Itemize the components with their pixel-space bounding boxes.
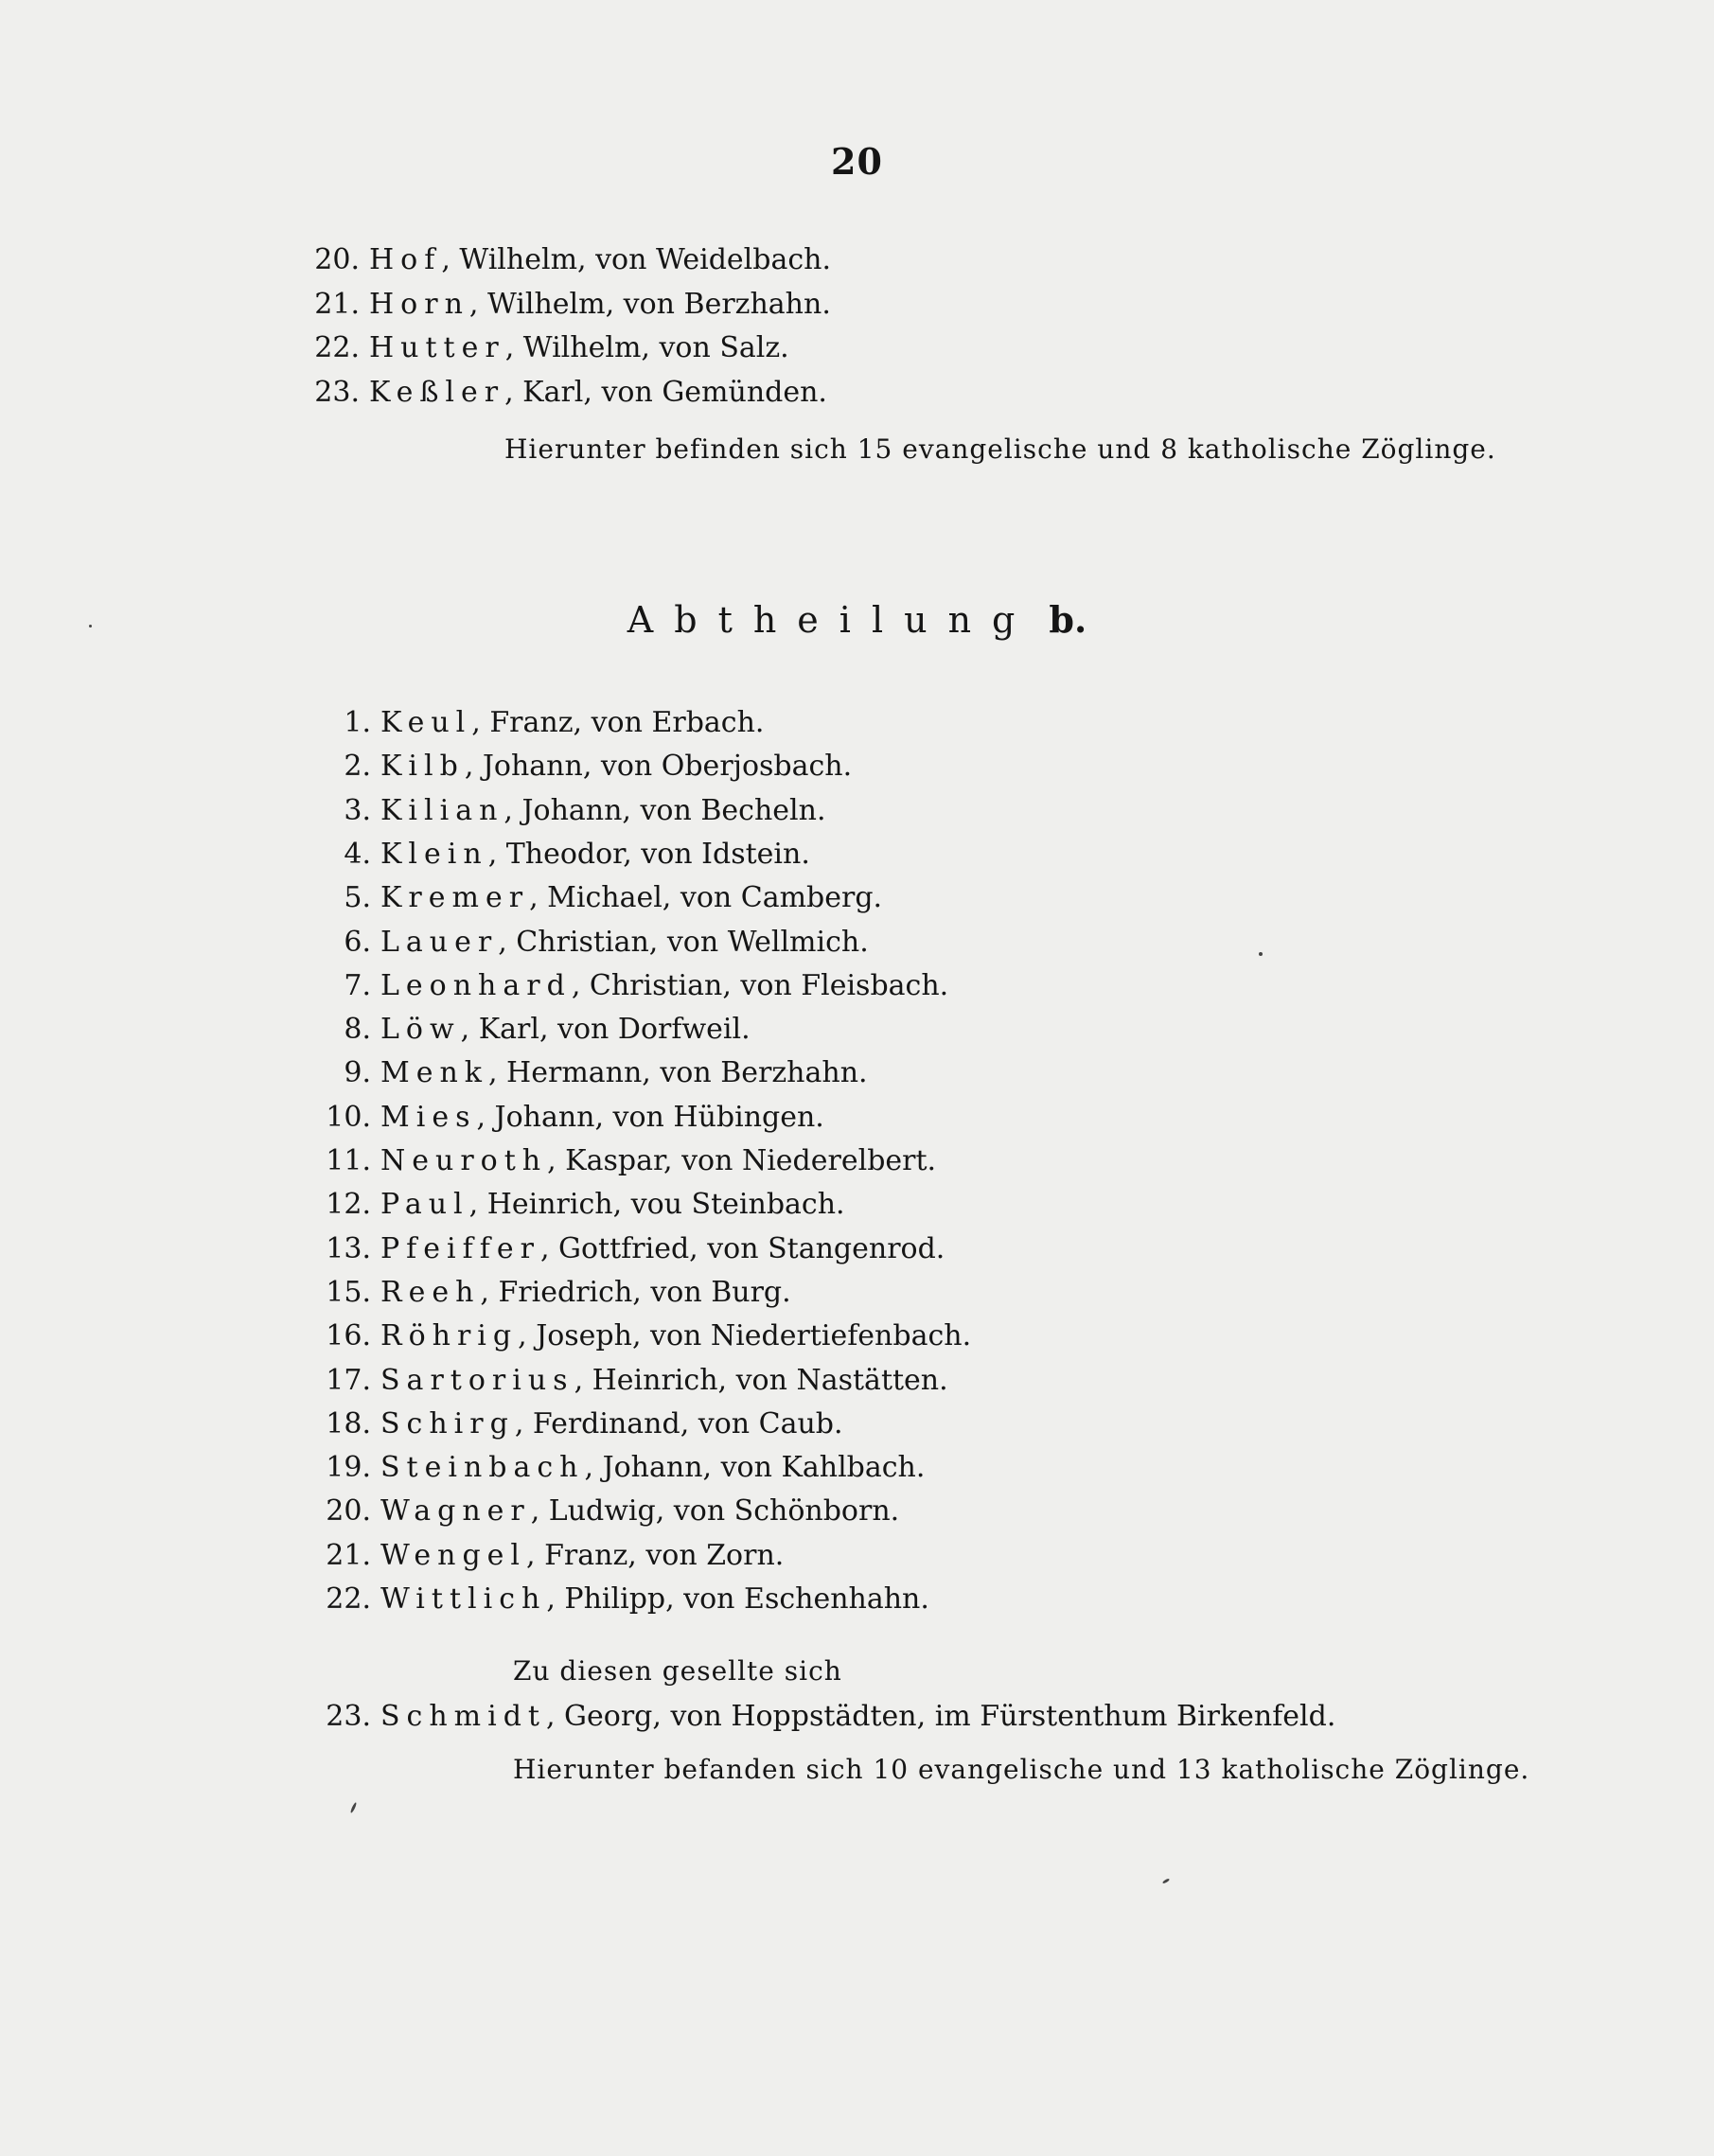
addition-note: Zu diesen gesellte sich <box>513 1655 842 1687</box>
list-entry <box>309 1405 843 1443</box>
entry-details: , Johann, von Becheln. <box>504 793 826 827</box>
list-entry <box>309 1317 971 1355</box>
entry-number: 17. <box>326 1363 371 1397</box>
list-entry <box>309 1230 945 1268</box>
entry-details: , Theodor, von Idstein. <box>487 837 810 871</box>
entry-surname: Keul <box>380 706 472 739</box>
entry-surname: Hutter <box>369 331 505 364</box>
entry-surname: Mies <box>380 1100 477 1134</box>
entry-surname: Leonhard <box>380 968 572 1002</box>
entry-details: , Kaspar, von Niederelbert. <box>547 1144 937 1177</box>
entry-number: 20. <box>326 1494 371 1529</box>
scan-speck <box>1259 952 1263 956</box>
list-entry <box>309 1011 751 1049</box>
entry-number: 18. <box>326 1406 371 1440</box>
section-heading-text: Abtheilung <box>627 599 1036 641</box>
list-entry <box>309 1698 1335 1736</box>
entry-surname: Paul <box>380 1188 469 1222</box>
entry-number: 15. <box>326 1275 371 1309</box>
entry-surname: Keßler <box>369 375 505 409</box>
entry-details: , Joseph, von Niedertiefenbach. <box>518 1319 972 1353</box>
entry-details: , Philipp, von Eschenhahn. <box>546 1582 929 1616</box>
entry-surname: Wagner <box>380 1494 531 1529</box>
entry-surname: Kilian <box>380 793 504 827</box>
entry-surname: Sartorius <box>380 1363 574 1397</box>
entry-surname: Horn <box>369 287 469 321</box>
entry-details: , Heinrich, von Nastätten. <box>574 1363 948 1397</box>
entry-number: 13. <box>326 1231 371 1265</box>
entry-number: 2. <box>344 750 371 784</box>
scan-speck <box>1162 1878 1170 1884</box>
list-entry <box>309 1274 791 1312</box>
scan-speck <box>89 625 92 627</box>
entry-details: , Wilhelm, von Salz. <box>504 331 789 364</box>
entry-surname: Löw <box>380 1013 461 1047</box>
entry-number: 8. <box>344 1013 371 1047</box>
entry-details: , Wilhelm, von Berzhahn. <box>468 287 831 321</box>
entry-number: 21. <box>314 287 360 321</box>
list-entry <box>297 329 789 367</box>
summary-a: Hierunter befinden sich 15 evangelische und 8 katholische Zöglinge. <box>504 433 1496 465</box>
entry-details: , Georg, von Hoppstädten, im Fürstenthum Birkenfeld. <box>545 1700 1336 1733</box>
list-entry <box>309 967 948 1005</box>
entry-number: 22. <box>326 1582 371 1616</box>
list-entry <box>309 1099 824 1137</box>
entry-number: 21. <box>326 1538 371 1572</box>
entry-number: 23. <box>326 1700 371 1733</box>
entry-number: 12. <box>326 1188 371 1222</box>
entry-number: 3. <box>344 793 371 827</box>
entry-number: 23. <box>314 375 360 409</box>
page-number: 20 <box>831 140 883 183</box>
entry-number: 7. <box>344 968 371 1002</box>
entry-number: 4. <box>344 837 371 871</box>
entry-number: 20. <box>314 243 360 276</box>
entry-number: 6. <box>344 925 371 959</box>
list-entry <box>309 1493 899 1530</box>
section-heading-letter: b. <box>1049 598 1087 641</box>
list-entry <box>297 374 827 412</box>
entry-details: , Karl, von Gemünden. <box>504 375 827 409</box>
section-b-heading <box>0 598 1714 641</box>
entry-details: , Gottfried, von Stangenrod. <box>539 1231 945 1265</box>
list-entry <box>309 1362 948 1400</box>
entry-surname: Steinbach <box>380 1451 585 1485</box>
entry-surname: Röhrig <box>380 1319 519 1353</box>
entry-details: , Ferdinand, von Caub. <box>514 1406 843 1440</box>
entry-details: , Johann, von Oberjosbach. <box>464 750 853 784</box>
entry-details: , Christian, von Fleisbach. <box>571 968 949 1002</box>
entry-surname: Menk <box>380 1056 488 1090</box>
entry-surname: Pfeiffer <box>380 1231 540 1265</box>
list-entry <box>309 1537 784 1575</box>
list-entry <box>309 879 882 917</box>
summary-b: Hierunter befanden sich 10 evangelische und 13 katholische Zöglinge. <box>513 1754 1530 1785</box>
entry-details: , Friedrich, von Burg. <box>480 1275 791 1309</box>
entry-surname: Hof <box>369 243 442 276</box>
entry-number: 16. <box>326 1319 371 1353</box>
entry-number: 1. <box>344 706 371 739</box>
list-entry <box>309 1449 925 1487</box>
list-entry <box>297 241 831 279</box>
entry-surname: Neuroth <box>380 1144 548 1177</box>
entry-surname: Schmidt <box>380 1700 546 1733</box>
entry-number: 10. <box>326 1100 371 1134</box>
entry-surname: Wengel <box>380 1538 527 1572</box>
list-entry <box>297 286 831 324</box>
entry-surname: Reeh <box>380 1275 481 1309</box>
list-entry <box>309 792 825 830</box>
entry-details: , Wilhelm, von Weidelbach. <box>441 243 831 276</box>
entry-details: , Hermann, von Berzhahn. <box>487 1056 868 1090</box>
entry-details: , Heinrich, vou Steinbach. <box>468 1188 845 1222</box>
list-entry <box>309 704 764 742</box>
entry-details: , Christian, von Wellmich. <box>498 925 869 959</box>
entry-surname: Klein <box>380 837 488 871</box>
entry-details: , Karl, von Dorfweil. <box>460 1013 751 1047</box>
entry-number: 5. <box>344 881 371 915</box>
entry-surname: Wittlich <box>380 1582 547 1616</box>
entry-details: , Michael, von Camberg. <box>529 881 883 915</box>
list-entry <box>309 1581 929 1618</box>
list-entry <box>309 1186 845 1224</box>
entry-surname: Lauer <box>380 925 499 959</box>
scan-speck <box>350 1802 358 1813</box>
list-entry <box>309 924 869 962</box>
entry-number: 9. <box>344 1056 371 1090</box>
entry-details: , Franz, von Zorn. <box>526 1538 785 1572</box>
entry-surname: Kilb <box>380 750 465 784</box>
entry-number: 19. <box>326 1451 371 1485</box>
entry-surname: Schirg <box>380 1406 515 1440</box>
list-entry <box>309 1054 868 1092</box>
entry-number: 22. <box>314 331 360 364</box>
entry-details: , Ludwig, von Schönborn. <box>530 1494 900 1529</box>
entry-details: , Johann, von Hübingen. <box>476 1100 824 1134</box>
entry-surname: Kremer <box>380 881 530 915</box>
entry-details: , Johann, von Kahlbach. <box>584 1451 926 1485</box>
list-entry <box>309 1142 936 1180</box>
entry-number: 11. <box>326 1144 371 1177</box>
list-entry <box>309 836 810 874</box>
entry-details: , Franz, von Erbach. <box>471 706 765 739</box>
list-entry <box>309 748 852 786</box>
